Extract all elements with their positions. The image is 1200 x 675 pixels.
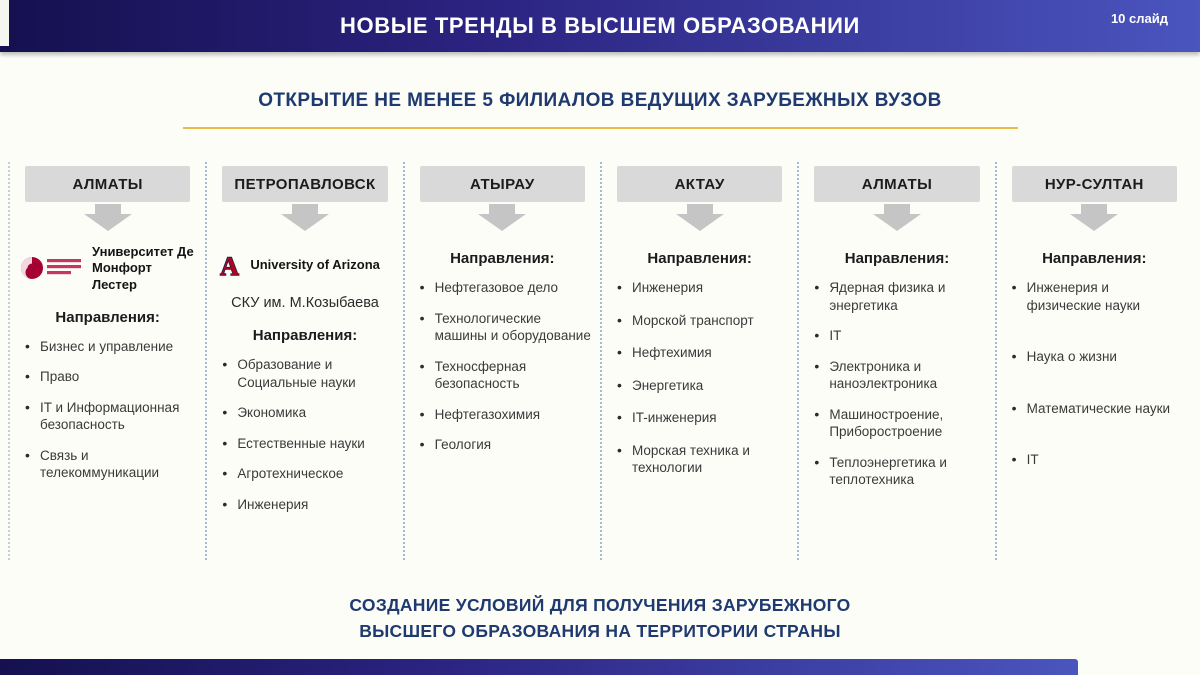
arrow-row (1006, 204, 1183, 234)
university-block (19, 244, 196, 293)
direction-item: • Нефтегазохимия (420, 406, 591, 424)
direction-item: • IT-инженерия (617, 409, 788, 427)
arrow-row (611, 204, 788, 234)
direction-item: • Инженерия (617, 279, 788, 297)
direction-item: • IT (1012, 451, 1183, 469)
city-label: АТЫРАУ (470, 175, 535, 193)
subtitle-underline (183, 127, 1018, 129)
city-header (25, 166, 190, 202)
direction-item: • Техносферная безопасность (420, 358, 591, 393)
direction-item: • Связь и телекоммуникации (25, 447, 196, 482)
direction-item: • Электроника и наноэлектроника (814, 358, 985, 393)
university-column (995, 162, 1192, 560)
direction-item: • Ядерная физика и энергетика (814, 279, 985, 314)
university-column (600, 162, 797, 560)
university-of-arizona-logo-icon (216, 252, 243, 279)
footer-line-2: ВЫСШЕГО ОБРАЗОВАНИЯ НА ТЕРРИТОРИИ СТРАНЫ (359, 621, 841, 642)
city-header (420, 166, 585, 202)
direction-item: • Агротехническое (222, 465, 393, 483)
direction-item: • Технологические машины и оборудование (420, 310, 591, 345)
slide-title: НОВЫЕ ТРЕНДЫ В ВЫСШЕМ ОБРАЗОВАНИИ (340, 13, 860, 38)
footer-text (0, 592, 1200, 645)
direction-item: • Морской транспорт (617, 312, 788, 330)
city-label: АЛМАТЫ (861, 175, 933, 193)
directions-label: Направления: (647, 250, 752, 267)
direction-item: • Нефтегазовое дело (420, 279, 591, 297)
direction-item: • Бизнес и управление (25, 338, 196, 356)
down-arrow-icon (1065, 204, 1123, 232)
de-montfort-logo-icon (19, 250, 85, 286)
subtitle-title: ОТКРЫТИЕ НЕ МЕНЕЕ 5 ФИЛИАЛОВ ВЕДУЩИХ ЗАРУБЕЖНЫХ ВУЗОВ (258, 90, 942, 111)
arrow-row (216, 204, 393, 234)
bottom-bar (0, 659, 1078, 675)
direction-item: • Теплоэнергетика и теплотехника (814, 454, 985, 489)
directions-label: Направления: (450, 250, 555, 267)
header-bar (0, 0, 1200, 52)
directions-list (1006, 279, 1183, 469)
directions-label: Направления: (55, 308, 160, 326)
svg-text:A: A (220, 251, 240, 279)
directions-list (216, 356, 393, 513)
directions-label: Направления: (1042, 250, 1147, 267)
university-column (797, 162, 994, 560)
direction-item: • Энергетика (617, 377, 788, 395)
city-header (814, 166, 979, 202)
direction-item: • Математические науки (1012, 400, 1183, 418)
city-label: АЛМАТЫ (72, 175, 143, 193)
city-header (617, 166, 782, 202)
direction-item: • Экономика (222, 404, 393, 422)
down-arrow-icon (276, 204, 334, 232)
city-header (222, 166, 387, 202)
direction-item: • Нефтехимия (617, 344, 788, 362)
direction-item: • Инженерия (222, 496, 393, 514)
directions-list (414, 279, 591, 454)
direction-item: • Наука о жизни (1012, 348, 1183, 366)
direction-item: • Право (25, 368, 196, 386)
university-column (205, 162, 402, 560)
columns (8, 162, 1192, 560)
university-block (216, 244, 393, 286)
direction-item: • Морская техника и технологии (617, 442, 788, 477)
university-name: University of Arizona (250, 256, 380, 272)
down-arrow-icon (868, 204, 926, 232)
directions-label: Направления: (252, 327, 358, 344)
university-column (403, 162, 600, 560)
direction-item: • IT (814, 327, 985, 345)
arrow-row (19, 204, 196, 234)
direction-item: • IT и Информационная безопасность (25, 399, 196, 434)
direction-item: • Машиностроение, Приборостроение (814, 406, 985, 441)
directions-label: Направления: (844, 250, 950, 267)
direction-item: • Инженерия и физические науки (1012, 279, 1183, 314)
footer-line-1: СОЗДАНИЕ УСЛОВИЙ ДЛЯ ПОЛУЧЕНИЯ ЗАРУБЕЖНОГО (349, 595, 851, 615)
arrow-row (808, 204, 985, 234)
corner-notch (0, 0, 9, 46)
city-label: НУР-СУЛТАН (1044, 175, 1144, 193)
slide-number-label: 10 слайд (1110, 11, 1168, 26)
direction-item: • Образование и Социальные науки (222, 356, 393, 391)
direction-item: • Естественные науки (222, 435, 393, 453)
subtitle-block (0, 90, 1200, 129)
down-arrow-icon (473, 204, 531, 232)
city-label: АКТАУ (674, 175, 725, 193)
down-arrow-icon (671, 204, 729, 232)
down-arrow-icon (79, 204, 137, 232)
direction-item: • Геология (420, 436, 591, 454)
city-label: ПЕТРОПАВЛОВСК (234, 175, 376, 193)
directions-list (808, 279, 985, 489)
arrow-row (414, 204, 591, 234)
directions-list (19, 338, 196, 482)
university-subname: СКУ им. М.Козыбаева (231, 295, 379, 311)
directions-list (611, 279, 788, 477)
city-header (1012, 166, 1177, 202)
university-column (10, 162, 205, 560)
university-name: Университет Де Монфорт Лестер (92, 244, 194, 292)
